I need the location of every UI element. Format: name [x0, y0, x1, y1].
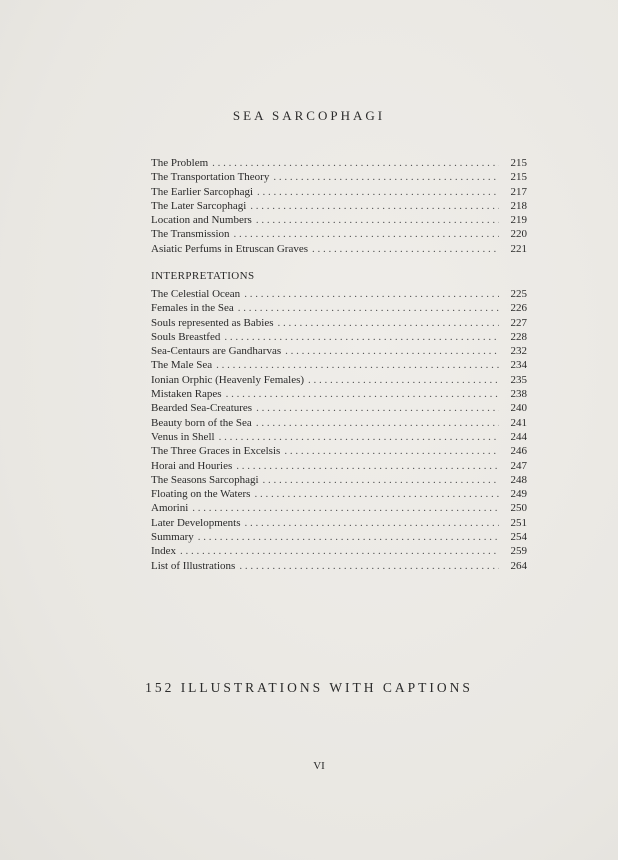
toc-entry-page: 246: [510, 445, 527, 458]
toc-leader-dots: [256, 416, 499, 430]
toc-leader-dots: [245, 516, 500, 530]
toc-entry-page: 250: [510, 502, 527, 515]
toc-entry-page: 264: [510, 559, 527, 572]
toc-leader-dots: [212, 156, 499, 170]
toc-entry-page: 226: [510, 302, 527, 315]
toc-entry-page: 254: [510, 531, 527, 544]
toc-entry: [151, 185, 527, 199]
toc-entry-label: Amorini: [151, 502, 189, 515]
toc-leader-dots: [244, 287, 499, 301]
toc-interpretations-list: [151, 287, 527, 573]
toc-entry-label: Index: [151, 545, 177, 558]
toc-entry-page: 215: [510, 171, 527, 184]
toc-entry-label: The Male Sea: [151, 359, 213, 372]
toc-leader-dots: [273, 170, 499, 184]
toc-entry: [151, 301, 527, 315]
toc-entry-page: 234: [510, 359, 527, 372]
toc-entry-label: The Three Graces in Excelsis: [151, 445, 281, 458]
toc-entry-label: The Problem: [151, 157, 209, 169]
toc-entry-label: Mistaken Rapes: [151, 388, 222, 401]
toc-leader-dots: [180, 544, 499, 558]
toc-entry-label: Sea-Centaurs are Gandharvas: [151, 345, 282, 358]
toc-entry-page: 248: [510, 473, 527, 486]
toc-entry-page: 235: [510, 373, 527, 386]
toc-entry-label: Souls represented as Babies: [151, 316, 274, 329]
toc-main-list: [151, 156, 527, 256]
toc-entry-page: 215: [510, 157, 527, 169]
toc-entry: [151, 373, 527, 387]
toc-leader-dots: [278, 316, 500, 330]
toc-entry: [151, 287, 527, 301]
toc-entry: [151, 559, 527, 573]
toc-leader-dots: [312, 242, 499, 256]
toc-leader-dots: [256, 401, 499, 415]
toc-leader-dots: [250, 199, 499, 213]
page-folio: VI: [313, 760, 325, 772]
toc-leader-dots: [234, 227, 499, 241]
toc-entry-page: 227: [510, 316, 527, 329]
toc-entry-label: Venus in Shell: [151, 430, 215, 443]
toc-entry: [151, 227, 527, 241]
toc-entry-page: 240: [510, 402, 527, 415]
toc-entry-label: Summary: [151, 531, 194, 544]
toc-leader-dots: [308, 373, 499, 387]
toc-entry-page: 241: [510, 416, 527, 429]
page-title: SEA SARCOPHAGI: [232, 108, 386, 123]
toc-entry-page: 238: [510, 388, 527, 401]
toc-entry: [151, 430, 527, 444]
toc-entry-label: Asiatic Perfums in Etruscan Graves: [151, 242, 309, 255]
toc-entry-label: Horai and Houries: [151, 459, 233, 472]
section-heading: INTERPRETATIONS: [151, 270, 255, 282]
toc-entry-label: The Seasons Sarcophagi: [151, 473, 259, 486]
toc-entry-page: 228: [510, 330, 527, 343]
toc-entry-page: 217: [510, 185, 527, 198]
toc-entry-label: List of Illustrations: [151, 559, 236, 572]
toc-entry: [151, 444, 527, 458]
toc-entry: [151, 330, 527, 344]
toc-entry-label: Bearded Sea-Creatures: [151, 402, 253, 415]
toc-entry-page: 218: [510, 199, 527, 212]
toc-entry: [151, 316, 527, 330]
toc-entry-label: Beauty born of the Sea: [151, 416, 252, 429]
toc-entry-label: Souls Breastfed: [151, 330, 221, 343]
toc-entry-page: 251: [510, 516, 527, 529]
toc-leader-dots: [254, 487, 499, 501]
toc-leader-dots: [192, 501, 499, 515]
toc-entry-page: 244: [510, 430, 527, 443]
toc-leader-dots: [238, 301, 499, 315]
toc-entry-page: 220: [510, 228, 527, 241]
toc-leader-dots: [219, 430, 499, 444]
toc-entry-label: The Transportation Theory: [151, 171, 270, 184]
toc-entry-page: 259: [510, 545, 527, 558]
toc-entry: [151, 156, 527, 170]
toc-entry-label: Floating on the Waters: [151, 488, 251, 501]
toc-leader-dots: [257, 185, 499, 199]
toc-entry: [151, 473, 527, 487]
toc-entry: [151, 358, 527, 372]
toc-entry: [151, 199, 527, 213]
toc-entry: [151, 416, 527, 430]
toc-entry: [151, 170, 527, 184]
toc-entry-page: 219: [510, 214, 527, 227]
toc-entry: [151, 516, 527, 530]
toc-entry-label: Location and Numbers: [151, 214, 252, 227]
toc-leader-dots: [224, 330, 499, 344]
toc-entry-page: 232: [510, 345, 527, 358]
illustrations-line: 152 ILLUSTRATIONS WITH CAPTIONS: [145, 680, 473, 695]
toc-leader-dots: [198, 530, 499, 544]
toc-entry: [151, 544, 527, 558]
toc-entry: [151, 501, 527, 515]
toc-entry: [151, 459, 527, 473]
toc-entry: [151, 530, 527, 544]
toc-entry-label: The Later Sarcophagi: [151, 199, 247, 212]
toc-leader-dots: [226, 387, 499, 401]
toc-leader-dots: [236, 459, 499, 473]
toc-entry-label: The Earlier Sarcophagi: [151, 185, 254, 198]
toc-entry: [151, 242, 527, 256]
toc-entry-page: 247: [510, 459, 527, 472]
toc-entry: [151, 401, 527, 415]
toc-entry-label: The Celestial Ocean: [151, 288, 241, 300]
toc-entry-label: Females in the Sea: [151, 302, 234, 315]
toc-leader-dots: [263, 473, 499, 487]
toc-leader-dots: [239, 559, 499, 573]
toc-entry-page: 221: [510, 242, 527, 255]
toc-leader-dots: [256, 213, 499, 227]
toc-entry-label: The Transmission: [151, 228, 230, 241]
toc-leader-dots: [285, 344, 499, 358]
toc-entry-page: 225: [510, 288, 527, 300]
toc-leader-dots: [284, 444, 499, 458]
toc-entry-label: Ionian Orphic (Heavenly Females): [151, 373, 305, 386]
toc-entry: [151, 387, 527, 401]
toc-leader-dots: [216, 358, 499, 372]
toc-entry: [151, 344, 527, 358]
toc-entry-page: 249: [510, 488, 527, 501]
toc-entry-label: Later Developments: [151, 516, 241, 529]
toc-entry: [151, 213, 527, 227]
toc-entry: [151, 487, 527, 501]
